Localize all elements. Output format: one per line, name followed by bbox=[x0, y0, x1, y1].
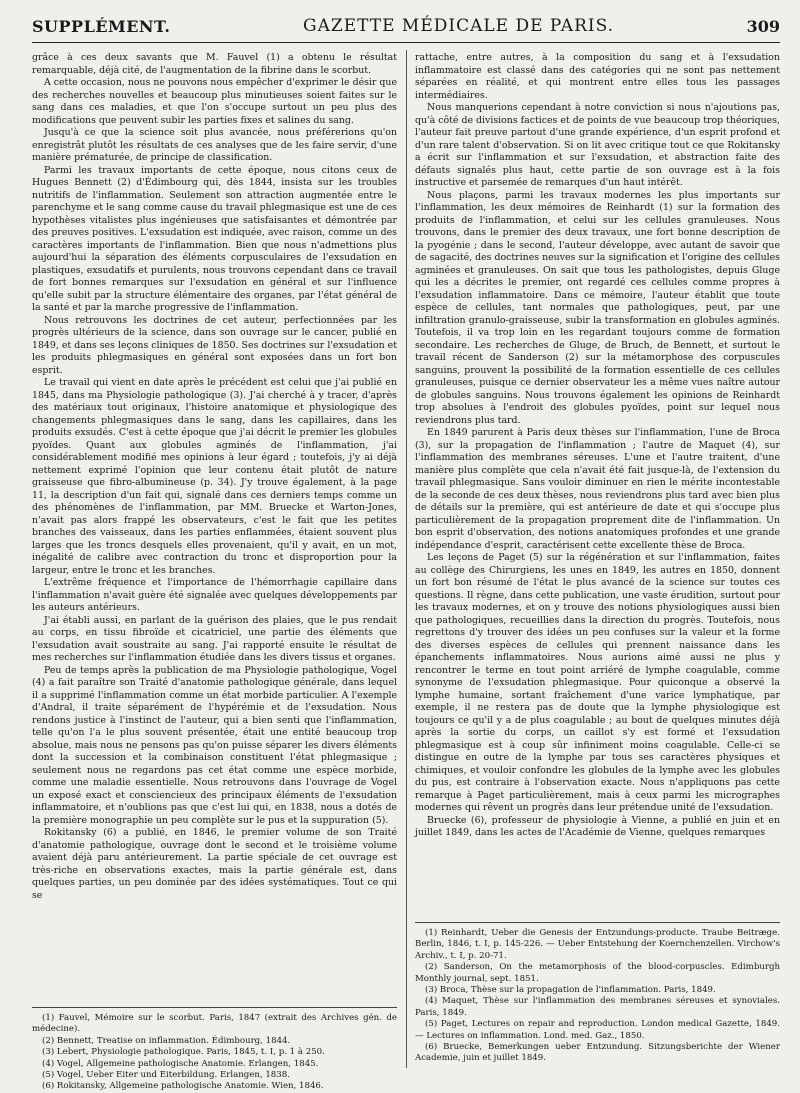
footnotes bbox=[415, 922, 780, 1065]
paragraph: En 1849 parurent à Paris deux thèses sur l'inflammation, l'une de Broca (3), sur la propagation de l'inflammation ; l'autre de Maquet (4), sur l'inflammation des membranes séreuses. L'une et l'autre traitent, d'une manière plus complète que cela n'avait été fait jusque-là, de l'extension du travail phlegmasique. Sans vouloir diminuer en rien le mérite incontestable de la seconde de ces deux thèses, nous reviendrons plus tard avec bien plus de détails sur la première, qui est antérieure de date et qui s'occupe plus particulièrement de la propagation proprement dite de l'inflammation. Un bon esprit d'observation, des notions anatomiques profondes et une grande indépendance d'esprit, caractérisent cette excellente thèse de Broca. bbox=[415, 427, 780, 551]
footnote: (1) Reinhardt, Ueber die Genesis der Entzundungs-producte. Traube Beitræge. Berlin, 1846, t. I, p. 145-226. — Ueber Entstehung der Koernchenzellen. Virchow's Archiv., t. I, p. 20-71. bbox=[415, 928, 780, 961]
page-number: 309 bbox=[746, 16, 780, 36]
footnote: (6) Rokitansky, Allgemeine pathologische Anatomie. Wien, 1846. bbox=[42, 1081, 324, 1092]
paragraph: A cette occasion, nous ne pouvons nous empêcher d'exprimer le désir que des recherches nouvelles et beaucoup plus minutieuses soient faites sur le sang dans ces maladies, et que l'on s'occupe surtout un peu plus des modifications que peuvent subir les parties fixes et salines du sang. bbox=[32, 77, 397, 126]
footnotes bbox=[32, 1007, 397, 1093]
paragraph: Rokitansky (6) a publié, en 1846, le premier volume de son Traité d'anatomie pathologique, ouvrage dont le second et le troisième volume avaient déjà paru antérieurement. La partie spéciale de cet ouvrage est très-riche en observations exactes, mais la partie générale est, dans quelques parties, un peu dominée par des idées systématiques. Tout ce qui se bbox=[32, 827, 397, 901]
page-header bbox=[32, 10, 780, 43]
paragraph: Jusqu'à ce que la science soit plus avancée, nous préférerions qu'on enregistrât plutôt les résultats de ces analyses que de les faire servir, d'une manière prématurée, de principe de classification. bbox=[32, 127, 397, 163]
footnote: (1) Fauvel, Mémoire sur le scorbut. Paris, 1847 (extrait des Archives gén. de médecine). bbox=[32, 1013, 397, 1035]
paragraph: L'extrême fréquence et l'importance de l'hémorrhagie capillaire dans l'inflammation n'avait guère été signalée avec quelques développements par les auteurs antérieurs. bbox=[32, 577, 397, 613]
footnote: (2) Sanderson, On the metamorphosis of the blood-corpuscles. Edimburgh Monthly journal, sept. 1851. bbox=[415, 962, 780, 984]
paragraph: J'ai établi aussi, en parlant de la guérison des plaies, que le pus rendait au corps, en tissu fibroïde et cicatriciel, une partie des éléments que l'exsudation avait soustraite au sang. J'ai rapporté ensuite le résultat de mes recherches sur l'inflammation étudiée dans les divers tissus et organes. bbox=[32, 614, 397, 663]
right-column bbox=[415, 52, 780, 1070]
left-column bbox=[32, 52, 397, 1092]
paragraph: Nous plaçons, parmi les travaux modernes les plus importants sur l'inflammation, les deux mémoires de Reinhardt (1) sur la formation des produits de l'inflammation, et celui sur les cellules granuleuses. Nous trouvons, dans le premier des deux travaux, une fort bonne description de la pyogénie ; dans le second, l'auteur développe, avec autant de savoir que de sagacité, des doctrines neuves sur la signification et l'origine des cellules agminées et granuleuses. On sait que tous les pathologistes, depuis Gluge qui les a décrites le premier, ont regardé ces cellules comme propres à l'exsudation inflammatoire. Dans ce mémoire, l'auteur établit que toute espèce de cellules, tant normales que pathologiques, peut, par une infiltration granulo-graisseuse, subir la transformation en globules agminés. Toutefois, il va trop loin en les regardant toujours comme de formation secondaire. Les recherches de Gluge, de Bruch, de Bennett, et surtout le travail récent de Sanderson (2) sur la métamorphose des corpuscules sanguins, prouvent la possibilité de la formation essentielle de ces cellules granuleuses, puisque ce dernier observateur les a même vues naître autour de globules sanguins. Nous trouvons également les opinions de Reinhardt trop absolues à l'endroit des globules pyoïdes, point sur lequel nous reviendrons plus tard. bbox=[415, 189, 780, 426]
paragraph: Peu de temps après la publication de ma Physiologie pathologique, Vogel (4) a fait paraître son Traité d'anatomie pathologique générale, dans lequel il a supprimé l'inflammation comme un état morbide particulier. A l'exemple d'Andral, il traite séparément de l'hypérémie et de l'exsudation. Nous rendons justice à l'instinct de l'auteur, qui a bien senti que l'inflammation, telle qu'on l'a le plus souvent présentée, était une entité beaucoup trop absolue, mais nous ne pensons pas qu'on puisse séparer les divers éléments dont la succession et la combinaison constituent l'état phlegmasique ; seulement nous ne regardons pas cet état comme une espèce morbide, comme une maladie essentielle. Nous retrouvons dans l'ouvrage de Vogel un exposé exact et consciencieux des principaux éléments de l'exsudation inflammatoire, et n'oublions pas que c'est lui qui, en 1838, nous a dotés de la première monographie un peu complète sur le pus et la suppuration (5). bbox=[32, 664, 397, 826]
footnote: (5) Vogel, Ueber Eiter und Eiterbildung. Erlangen, 1838. bbox=[42, 1070, 290, 1081]
section-title: SUPPLÉMENT. bbox=[32, 16, 171, 36]
column-divider bbox=[406, 50, 407, 1068]
paragraph: Nous retrouvons les doctrines de cet auteur, perfectionnées par les progrès ultérieurs de la science, dans son ouvrage sur le cancer, publié en 1849, et dans ses leçons cliniques de 1850. Ses doctrines sur l'exsudation et les produits phlegmasiques en général sont exposées dans un fort bon esprit. bbox=[32, 314, 397, 376]
paragraph: Les leçons de Paget (5) sur la régénération et sur l'inflammation, faites au collège des Chirurgiens, les unes en 1849, les autres en 1850, donnent un fort bon résumé de l'état le plus avancé de la science sur toutes ces questions. Il règne, dans cette publication, une vaste érudition, surtout pour les travaux modernes, et on y trouve des notions physiologiques aussi bien que pathologiques, recueillies dans la direction du progrès. Toutefois, nous regrettons d'y trouver des idées un peu confuses sur la valeur et la forme des diverses espèces de cellules qui prennent naissance dans les épanchements inflammatoires. Nous aurions aimé aussi ne plus y rencontrer le terme en tout point arriéré de lymphe coagulable, comme synonyme de l'exsudation phlegmasique. Pour quiconque a observé la lymphe humaine, sortant fraîchement d'une varice lymphatique, par exemple, il ne restera pas de doute que la lymphe physiologique est toujours ce qu'il y a de plus coagulable ; au bout de quelques minutes déjà après la sortie du corps, un caillot s'y est formé et l'exsudation phlegmasique est à coup sûr infiniment moins coagulable. Celle-ci se distingue en outre de la lymphe par tous ses caractères physiques et chimiques, et vouloir confondre les globules de la lymphe avec les globules du pus, est contraire à l'observation exacte. Nous n'appliquons pas cette remarque à Paget particulièrement, mais à ceux parmi les micrographes modernes qui rêvent un progrès dans leur prétendue unité de l'exsudation. bbox=[415, 552, 780, 813]
journal-title: GAZETTE MÉDICALE DE PARIS. bbox=[303, 16, 615, 36]
paragraph: Bruecke (6), professeur de physiologie à Vienne, a publié en juin et en juillet 1849, dans les actes de l'Académie de Vienne, quelques remarques bbox=[415, 814, 780, 838]
paragraph: Parmi les travaux importants de cette époque, nous citons ceux de Hugues Bennett (2) d'Édimbourg qui, dès 1844, insista sur les troubles nutritifs de l'inflammation. Seulement son attraction augmentée entre le parenchyme et le sang comme cause du travail phlegmasique est une de ces hypothèses vitalistes plus ingénieuses que satisfaisantes et démontrée par des preuves positives. L'exsudation est indiquée, avec raison, comme un des caractères importants de l'inflammation. Bien que nous n'admettions plus aujourd'hui la séparation des éléments corpusculaires de l'exsudation en plastiques, exsudatifs et purulents, nous trouvons cependant dans ce travail de fort bonnes remarques sur l'exsudation en général et sur l'influence qu'elle subit par la structure élémentaire des organes, par l'état général de la santé et par la marche progressive de l'inflammation. bbox=[32, 164, 397, 313]
footnote: (4) Maquet, Thèse sur l'inflammation des membranes séreuses et synoviales. Paris, 1849. bbox=[415, 996, 780, 1018]
footnote: (6) Bruecke, Bemerkungen ueber Entzundung. Sitzungsberichte der Wiener Academie, juin et juillet 1849. bbox=[415, 1042, 780, 1064]
footnote: (4) Vogel, Allgemeine pathologische Anatomie. Erlangen, 1845. bbox=[42, 1058, 319, 1069]
footnote: (3) Lebert, Physiologie pathologique. Paris, 1845, t. I, p. 1 à 250. bbox=[42, 1047, 325, 1058]
footnote: (2) Bennett, Treatise on inflammation. Édimbourg, 1844. bbox=[42, 1035, 291, 1046]
journal-page bbox=[32, 10, 780, 1092]
paragraph: rattache, entre autres, à la composition du sang et à l'exsudation inflammatoire est classé dans des catégories qui ne sont pas nettement séparées en réalité, et qui montrent entre elles tous les passages intermédiaires. bbox=[415, 52, 780, 101]
footnote: (3) Broca, Thèse sur la propagation de l'inflammation. Paris, 1849. bbox=[425, 985, 716, 996]
paragraph: grâce à ces deux savants que M. Fauvel (1) a obtenu le résultat remarquable, déjà cité, de l'augmentation de la fibrine dans le scorbut. bbox=[32, 52, 397, 76]
paragraph: Nous manquerions cependant à notre conviction si nous n'ajoutions pas, qu'à côté de divisions factices et de points de vue beaucoup trop théoriques, l'auteur fait preuve partout d'une grande expérience, d'un esprit profond et d'un rare talent d'observation. Si on lit avec critique tout ce que Rokitansky a écrit sur l'inflammation et sur l'exsudation, et abstraction faite des défauts signalés plus haut, cette partie de son ouvrage est à la fois instructive et parsemée de remarques d'un haut intérêt. bbox=[415, 102, 780, 188]
paragraph: Le travail qui vient en date après le précédent est celui que j'ai publié en 1845, dans ma Physiologie pathologique (3). J'ai cherché à y tracer, d'après des matériaux tout originaux, l'histoire anatomique et physiologique des changements phlegmasiques dans le sang, dans les capillaires, dans les produits exsudés. C'est à cette époque que j'ai décrit le premier les globules pyoïdes. Quant aux globules agminés de l'inflammation, j'ai considérablement modifié mes opinions à leur égard ; toutefois, j'y ai déjà nettement exprimé l'opinion que leur contenu était plutôt de nature graisseuse que fibro-albumineuse (p. 34). J'y trouve également, à la page 11, la description d'un fait qui, signalé dans ces derniers temps comme un des phénomènes de l'inflammation, par MM. Bruecke et Warton-Jones, n'avait pas alors frappé les observateurs, c'est le fait que les petites branches des vaisseaux, dans les parties enflammées, étaient souvent plus larges que les troncs desquels elles provenaient, qu'il y avait, en un mot, inégalité de calibre avec contraction du tronc et disproportion pour la largeur, entre le tronc et les branches. bbox=[32, 377, 397, 576]
footnote: (5) Paget, Lectures on repair and reproduction. London medical Gazette, 1849. — Lectures on inflammation. Lond. med. Gaz., 1850. bbox=[415, 1019, 780, 1041]
